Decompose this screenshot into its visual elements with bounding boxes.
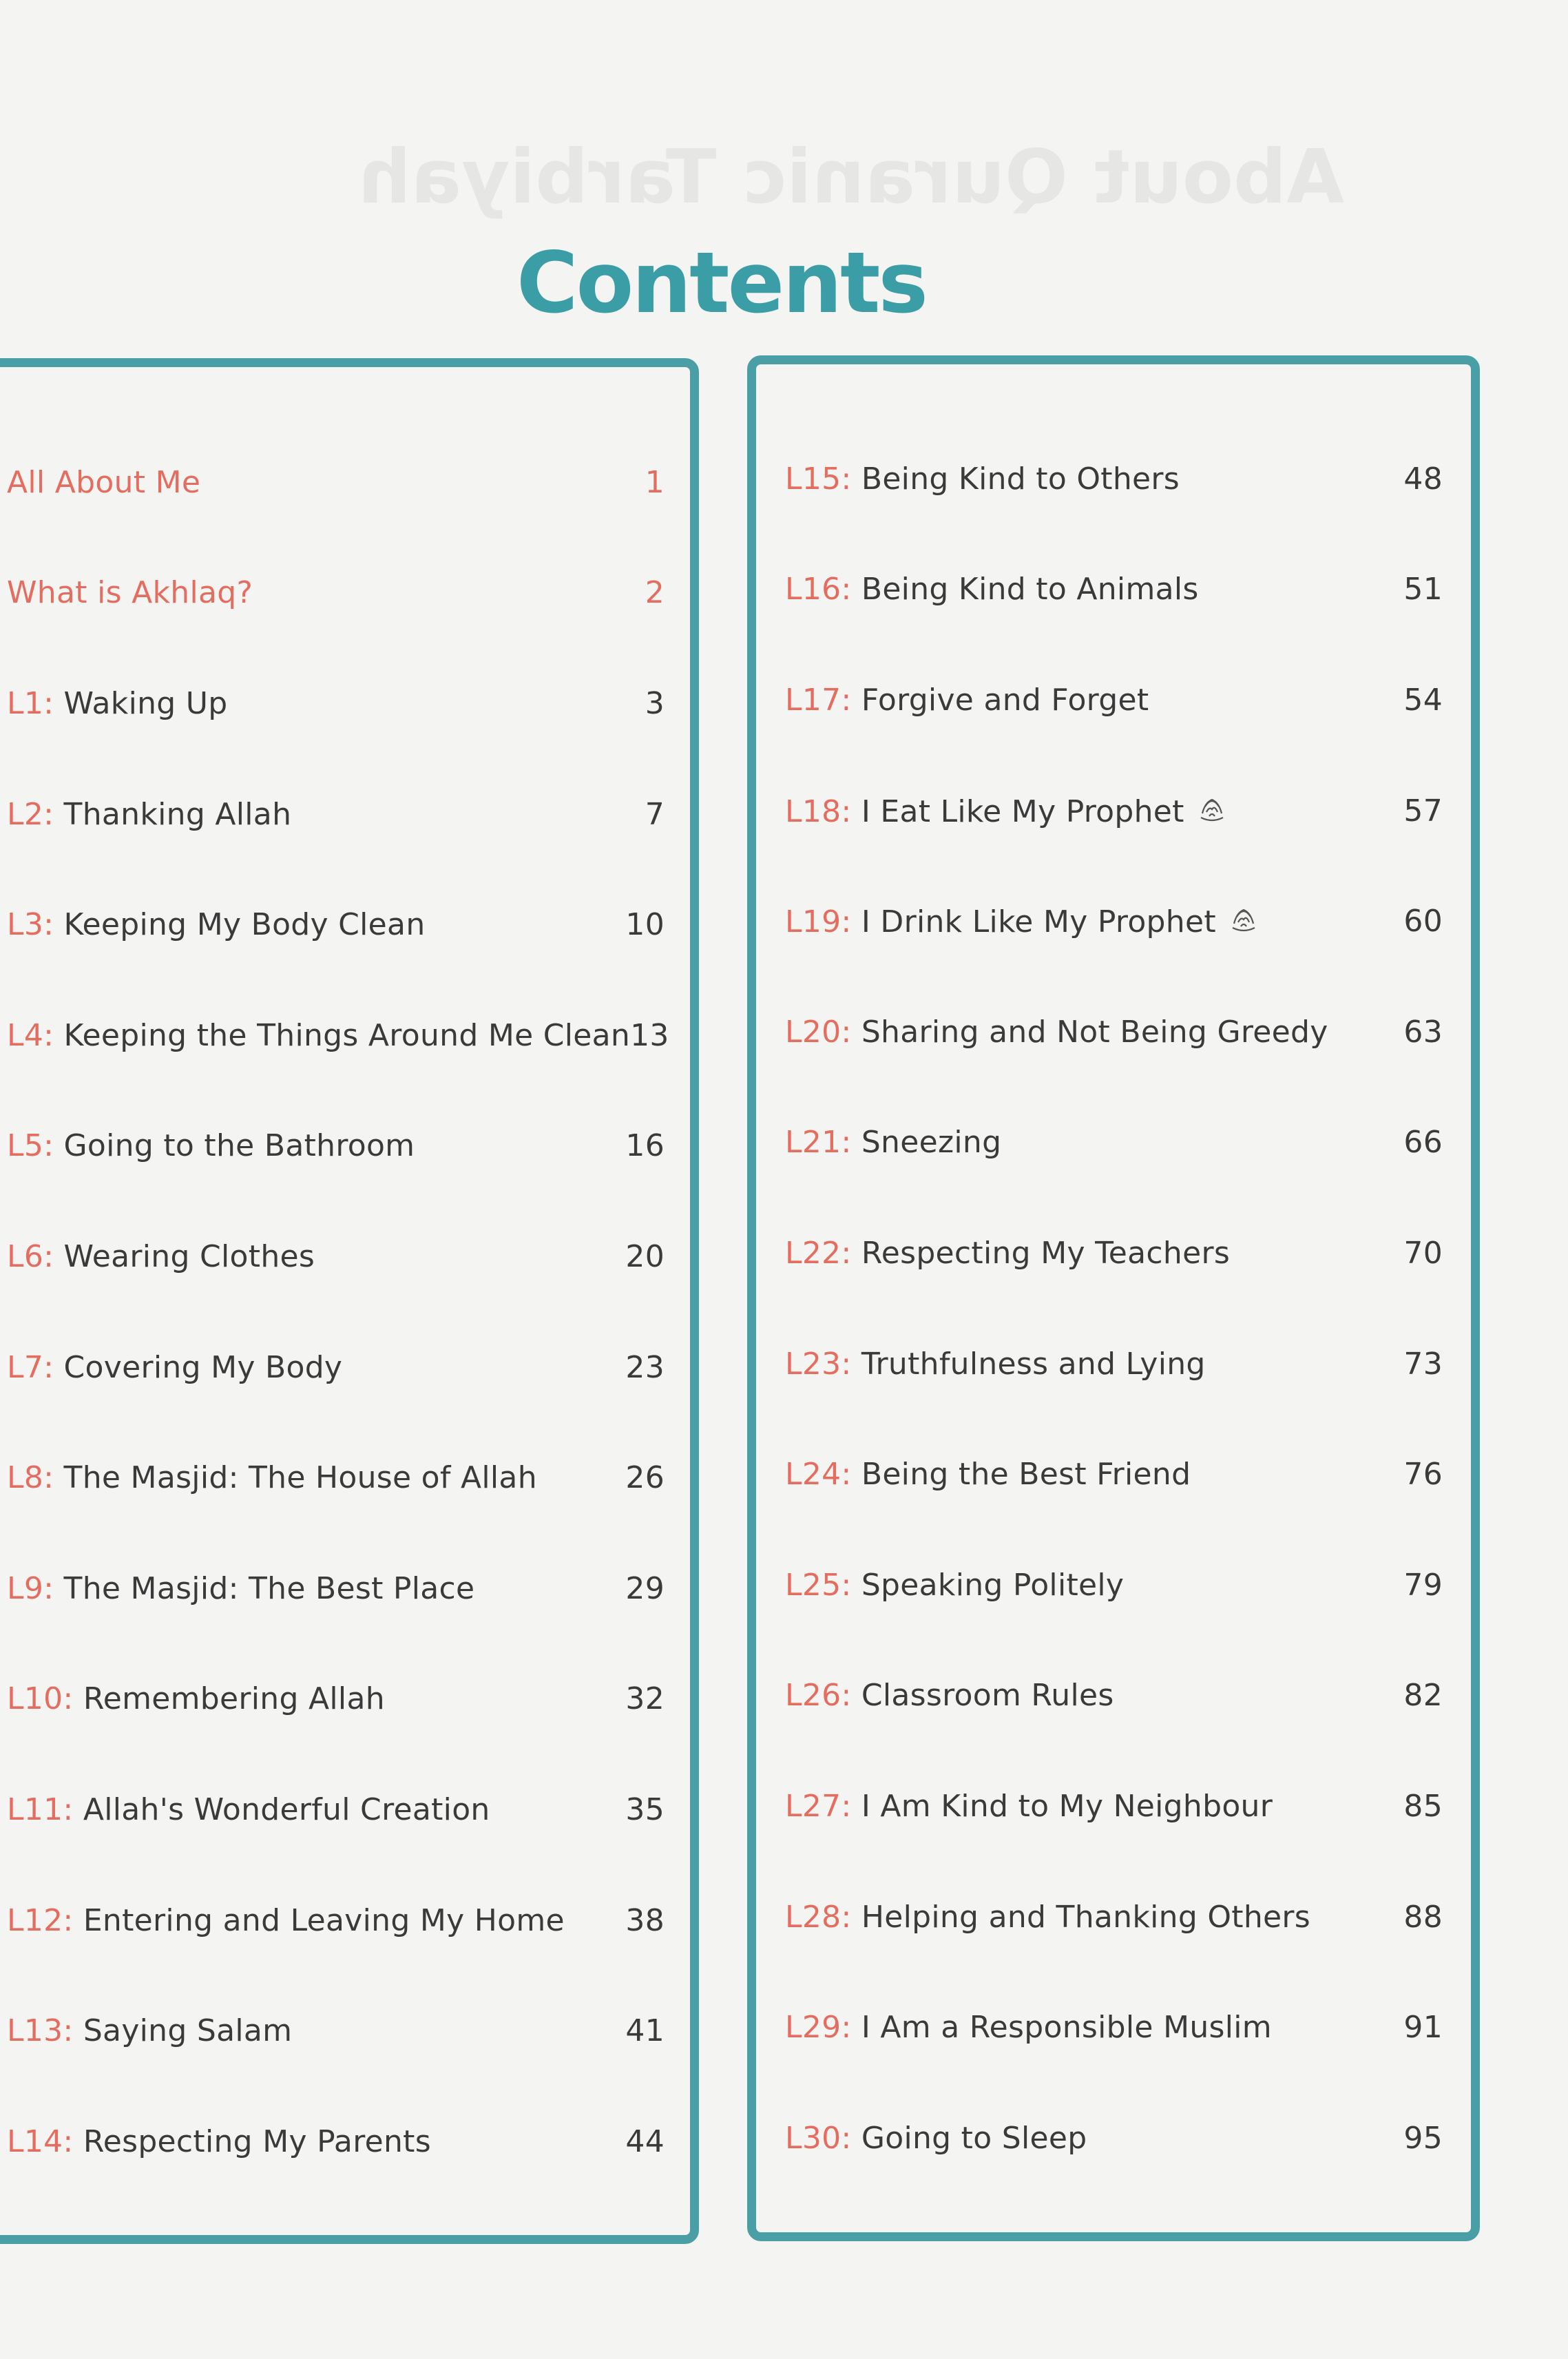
contents-entry — [785, 866, 1443, 977]
contents-entry — [7, 1975, 665, 2086]
entry-title — [785, 572, 1353, 607]
contents-entry — [785, 534, 1443, 645]
lesson-title: I Drink Like My Prophet — [861, 904, 1216, 940]
entry-title — [785, 2121, 1353, 2156]
page-number: 91 — [1403, 2010, 1443, 2046]
contents-entry — [7, 1091, 665, 1202]
lesson-number: L24: — [785, 1457, 852, 1493]
lesson-title: Speaking Politely — [861, 1567, 1125, 1603]
entry-title — [785, 2010, 1353, 2045]
pbuh-calligraphy-icon — [1227, 903, 1260, 936]
entry-title — [785, 1789, 1353, 1824]
entry-title — [7, 2124, 575, 2159]
lesson-title: Being Kind to Others — [861, 461, 1180, 497]
lesson-title: Waking Up — [63, 685, 228, 721]
lesson-number: L8: — [7, 1460, 54, 1496]
entry-title — [785, 1678, 1353, 1713]
contents-entry — [7, 648, 665, 759]
entry-title — [785, 1015, 1353, 1050]
lesson-number: L12: — [7, 1902, 74, 1938]
lesson-title: I Eat Like My Prophet — [861, 793, 1184, 829]
lesson-title: Saying Salam — [83, 2013, 293, 2049]
page-number: 32 — [625, 1681, 665, 1717]
right-contents-list — [785, 424, 1443, 2194]
page-number: 16 — [625, 1128, 665, 1164]
page-number: 57 — [1403, 793, 1443, 829]
lesson-number: L14: — [7, 2123, 74, 2159]
entry-title — [785, 1125, 1353, 1160]
lesson-number: L9: — [7, 1570, 54, 1606]
entry-title — [7, 1681, 575, 1716]
lesson-title: Forgive and Forget — [861, 682, 1149, 718]
contents-entry — [7, 1312, 665, 1423]
lesson-title: Helping and Thanking Others — [861, 1899, 1311, 1935]
contents-entry — [7, 538, 665, 649]
lesson-title: Truthfulness and Lying — [861, 1346, 1206, 1382]
contents-entry — [785, 1641, 1443, 1752]
lesson-title: Entering and Leaving My Home — [83, 1902, 565, 1938]
lesson-title: The Masjid: The Best Place — [63, 1570, 475, 1606]
lesson-title: Keeping the Things Around Me Clean — [63, 1017, 631, 1053]
lesson-number: L6: — [7, 1238, 54, 1274]
entry-title — [7, 1018, 630, 1053]
lesson-number: L7: — [7, 1349, 54, 1385]
page-number: 13 — [630, 1017, 669, 1053]
entry-title — [7, 465, 575, 500]
entry-title — [785, 1900, 1353, 1935]
lesson-title: Respecting My Teachers — [861, 1235, 1231, 1271]
contents-entry — [785, 1751, 1443, 1862]
contents-entry — [785, 1088, 1443, 1198]
lesson-number: L17: — [785, 682, 852, 718]
lesson-number: L2: — [7, 796, 54, 832]
entry-title — [7, 1792, 575, 1827]
lesson-number: L22: — [785, 1235, 852, 1271]
entry-title — [7, 686, 575, 721]
contents-entry — [7, 759, 665, 870]
page-number: 38 — [625, 1902, 665, 1938]
page-number: 23 — [625, 1349, 665, 1385]
lesson-title: Thanking Allah — [63, 796, 292, 832]
lesson-number: L21: — [785, 1125, 852, 1161]
lesson-title: What is Akhlaq? — [7, 575, 253, 611]
page-number: 60 — [1403, 904, 1443, 939]
entry-title — [7, 575, 575, 610]
lesson-title: I Am a Responsible Muslim — [861, 2010, 1272, 2046]
contents-entry — [785, 977, 1443, 1088]
lesson-title: All About Me — [7, 464, 201, 500]
page-number: 54 — [1403, 682, 1443, 718]
lesson-number: L3: — [7, 907, 54, 943]
page-number: 35 — [625, 1791, 665, 1827]
lesson-title: Respecting My Parents — [83, 2123, 431, 2159]
contents-entry — [785, 1309, 1443, 1420]
lesson-number: L20: — [785, 1014, 852, 1050]
entry-title — [785, 1347, 1353, 1382]
page-number: 79 — [1403, 1567, 1443, 1603]
page-number: 1 — [645, 464, 665, 500]
entry-title — [785, 461, 1353, 497]
lesson-title: Allah's Wonderful Creation — [83, 1791, 490, 1827]
lesson-number: L15: — [785, 461, 852, 497]
lesson-number: L13: — [7, 2013, 74, 2049]
lesson-number: L29: — [785, 2010, 852, 2046]
contents-entry — [785, 1198, 1443, 1309]
page-number: 41 — [625, 2013, 665, 2049]
lesson-title: Being the Best Friend — [861, 1457, 1191, 1493]
lesson-number: L30: — [785, 2120, 852, 2156]
page-number: 82 — [1403, 1678, 1443, 1714]
page-title: Contents — [516, 233, 927, 332]
contents-entry — [7, 1533, 665, 1644]
lesson-title: Sneezing — [861, 1125, 1002, 1161]
contents-entry — [785, 1530, 1443, 1641]
lesson-number: L27: — [785, 1788, 852, 1824]
entry-title — [7, 1903, 575, 1938]
lesson-number: L23: — [785, 1346, 852, 1382]
lesson-title: Sharing and Not Being Greedy — [861, 1014, 1328, 1050]
page-number: 85 — [1403, 1788, 1443, 1824]
entry-title — [7, 1350, 575, 1385]
entry-title — [7, 797, 575, 832]
lesson-number: L26: — [785, 1678, 852, 1714]
entry-title — [785, 793, 1353, 829]
page-number: 10 — [625, 907, 665, 943]
page-number: 29 — [625, 1570, 665, 1606]
pbuh-calligraphy-icon — [1195, 793, 1229, 826]
contents-entry — [7, 1754, 665, 1865]
lesson-title: Remembering Allah — [83, 1681, 385, 1717]
page-number: 20 — [625, 1238, 665, 1274]
lesson-number: L16: — [785, 572, 852, 607]
page-number: 66 — [1403, 1125, 1443, 1161]
page-number: 51 — [1403, 572, 1443, 607]
contents-entry — [785, 2083, 1443, 2194]
lesson-title: Covering My Body — [63, 1349, 343, 1385]
contents-entry — [785, 756, 1443, 866]
contents-entry — [7, 1865, 665, 1976]
left-contents-list — [7, 427, 669, 2197]
lesson-title: Going to Sleep — [861, 2120, 1087, 2156]
contents-entry — [7, 980, 669, 1091]
contents-entry — [7, 1644, 665, 1755]
lesson-number: L1: — [7, 685, 54, 721]
lesson-number: L18: — [785, 793, 852, 829]
lesson-title: Being Kind to Animals — [861, 572, 1199, 607]
entry-title — [785, 903, 1353, 939]
contents-entry — [785, 1419, 1443, 1530]
lesson-number: L11: — [7, 1791, 74, 1827]
page-number: 76 — [1403, 1457, 1443, 1493]
contents-entry — [785, 1972, 1443, 2083]
contents-entry — [7, 869, 665, 980]
lesson-number: L19: — [785, 904, 852, 940]
entry-title — [785, 1457, 1353, 1492]
contents-entry — [785, 424, 1443, 534]
entry-title — [7, 1128, 575, 1163]
entry-title — [785, 683, 1353, 718]
page-number: 95 — [1403, 2120, 1443, 2156]
page-number: 7 — [645, 796, 665, 832]
lesson-number: L25: — [785, 1567, 852, 1603]
lesson-number: L28: — [785, 1899, 852, 1935]
lesson-number: L10: — [7, 1681, 74, 1717]
page-number: 26 — [625, 1460, 665, 1496]
contents-entry — [7, 2086, 665, 2197]
page-number: 73 — [1403, 1346, 1443, 1382]
entry-title — [7, 907, 575, 942]
entry-title — [785, 1568, 1353, 1603]
contents-entry — [785, 645, 1443, 756]
contents-entry — [7, 1422, 665, 1533]
lesson-title: Keeping My Body Clean — [63, 907, 426, 943]
lesson-number: L5: — [7, 1128, 54, 1164]
page-number: 2 — [645, 575, 665, 611]
page-number: 63 — [1403, 1014, 1443, 1050]
page-number: 44 — [625, 2123, 665, 2159]
lesson-title: Classroom Rules — [861, 1678, 1114, 1714]
page-number: 3 — [645, 685, 665, 721]
lesson-title: I Am Kind to My Neighbour — [861, 1788, 1273, 1824]
entry-title — [7, 2013, 575, 2048]
contents-entry — [7, 1201, 665, 1312]
contents-entry — [7, 427, 665, 538]
lesson-number: L4: — [7, 1017, 54, 1053]
lesson-title: Going to the Bathroom — [63, 1128, 415, 1164]
entry-title — [7, 1239, 575, 1274]
page-number: 88 — [1403, 1899, 1443, 1935]
contents-entry — [785, 1862, 1443, 1973]
entry-title — [7, 1460, 575, 1495]
entry-title — [7, 1571, 575, 1606]
entry-title — [785, 1236, 1353, 1271]
page-number: 70 — [1403, 1235, 1443, 1271]
page-number: 48 — [1403, 461, 1443, 497]
show-through-text: About Quranic Tarbiyah — [358, 134, 1344, 220]
lesson-title: Wearing Clothes — [63, 1238, 315, 1274]
lesson-title: The Masjid: The House of Allah — [63, 1460, 537, 1496]
